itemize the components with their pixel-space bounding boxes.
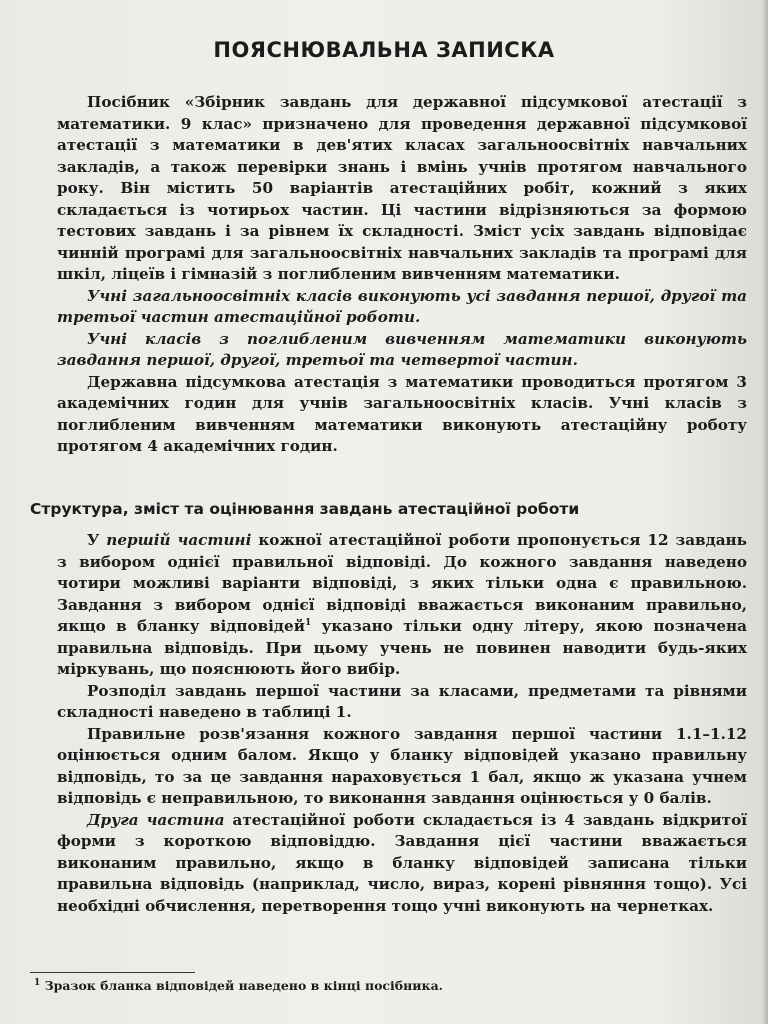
page-title: ПОЯСНЮВАЛЬНА ЗАПИСКА: [213, 38, 555, 62]
intro-paragraph-3: Учні класів з поглибленим вивченням математики виконують завдання першої, другої, третьої та четвертої частин.: [57, 329, 747, 369]
intro-paragraph-1: Посібник «Збірник завдань для державної підсумкової атестації з математики. 9 клас» призначено для проведення державної підсумкової атестації з математики в дев'ятих класах загальноосвітніх навчальних закладів, а також перевірки знань і вмінь учнів протягом навчального року. Він містить 50 варіантів атестаційних робіт, кожний з яких складається із чотирьох частин. Ці частини відрізняються за формою тестових завдань і за рівнем їх складності. Зміст усіх завдань відповідає чинній програмі для загальноосвітніх навчальних закладів та програмі для шкіл, ліцеїв і гімназій з поглибленим вивченням математики.: [57, 93, 747, 283]
part1-emphasis: першій частині: [106, 531, 252, 549]
footnote-text: Зразок бланка відповідей наведено в кінці посібника.: [40, 978, 444, 993]
intro-paragraph-4: Державна підсумкова атестація з математики проводиться протягом 3 академічних годин для учнів загальноосвітніх класів. Учні класів з поглибленим вивченням математики виконують атестаційну роботу протягом 4 академічних годин.: [57, 372, 747, 455]
part1-paragraph-3: Правильне розв'язання кожного завдання першої частини 1.1–1.12 оцінюється одним балом. Якщо у бланку відповідей указано правильну відповідь, то за це завдання нараховується 1 бал, якщо ж указана учнем відповідь є неправильною, то виконання завдання оцінюється у 0 балів.: [57, 724, 747, 807]
section-heading: Структура, зміст та оцінювання завдань атестаційної роботи: [30, 500, 580, 518]
part1-paragraph-2: Розподіл завдань першої частини за класами, предметами та рівнями складності наведено в таблиці 1.: [57, 681, 747, 721]
part1-paragraph-1: [57, 530, 747, 681]
footnote-mark: 1: [34, 977, 41, 988]
footnote-divider: [30, 972, 195, 973]
part2-emphasis: Друга частина: [87, 810, 225, 829]
page-edge-shadow: [762, 0, 768, 1024]
part1-text-b: указано тільки одну літеру, якою позначена правильна відповідь. При цьому учень не повинен наводити будь-яких міркувань, що пояснюють його вибір.: [57, 617, 747, 678]
part2-paragraph: [57, 810, 747, 918]
footnote-ref: 1: [304, 617, 312, 628]
part2-text: атестаційної роботи складається із 4 завдань відкритої форми з короткою відповіддю. Завдання цієї частини вважається виконаним правильно, якщо в бланку відповідей записана тільки правильна відповідь (наприклад, число, вираз, корені рівняння тощо). Усі необхідні обчислення, перетворення тощо учні виконують на чернетках.: [57, 810, 747, 915]
footnote: [34, 978, 734, 993]
intro-paragraph-2: Учні загальноосвітніх класів виконують усі завдання першої, другої та третьої частин атестаційної роботи.: [57, 286, 747, 326]
part1-text-a: кожної атестаційної роботи пропонується 12 завдань з вибором однієї правильної відповіді. До кожного завдання наведено чотири можливі варіанти відповіді, з яких тільки одна є правильною. Завдання з вибором однієї відповіді вважається виконаним правильно, якщо в бланку відповідей: [57, 531, 747, 635]
structure-section: [57, 530, 747, 917]
part1-lead: У: [87, 531, 107, 549]
intro-section: [57, 92, 747, 458]
